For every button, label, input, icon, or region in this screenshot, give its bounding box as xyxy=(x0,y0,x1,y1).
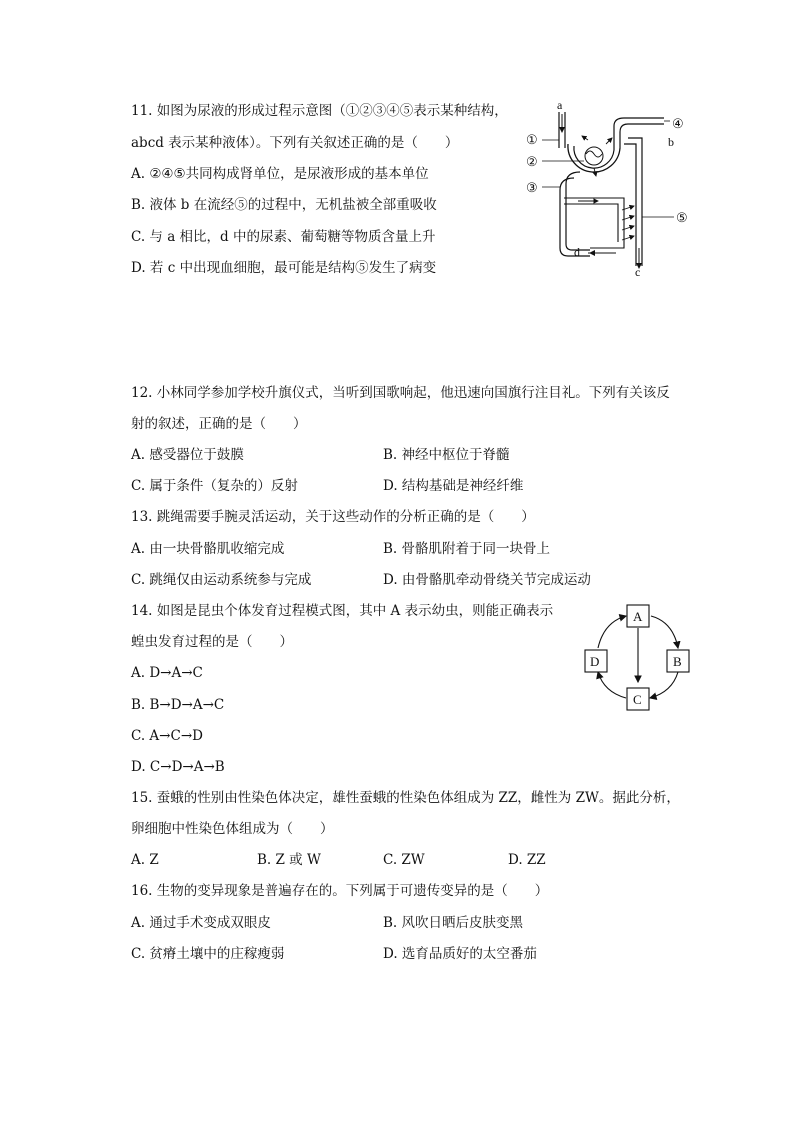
nephron-label-3: ③ xyxy=(526,180,538,195)
q12-stem-line2: 射的叙述，正确的是（ ） xyxy=(131,416,307,432)
q11-option-a[interactable]: A. ②④⑤共同构成肾单位，是尿液形成的基本单位 xyxy=(131,166,429,182)
q15-option-d[interactable]: D. ZZ xyxy=(508,852,546,868)
cycle-node-a: A xyxy=(633,609,643,624)
cycle-node-d: D xyxy=(590,654,600,669)
nephron-label-d: d xyxy=(574,245,580,259)
q16-option-c[interactable]: C. 贫瘠土壤中的庄稼瘦弱 xyxy=(131,946,285,962)
q16-option-a[interactable]: A. 通过手术变成双眼皮 xyxy=(131,915,271,931)
q13-option-d[interactable]: D. 由骨骼肌牵动骨绕关节完成运动 xyxy=(383,572,591,588)
q14-stem-line1: 14. 如图是昆虫个体发育过程模式图，其中 A 表示幼虫，则能正确表示 xyxy=(131,603,554,619)
q12-option-b[interactable]: B. 神经中枢位于脊髓 xyxy=(383,447,510,463)
q16-stem-line1: 16. 生物的变异现象是普遍存在的。下列属于可遗传变异的是（ ） xyxy=(131,883,549,899)
q15-option-a[interactable]: A. Z xyxy=(131,852,159,868)
nephron-label-a: a xyxy=(557,98,563,112)
q12-option-d[interactable]: D. 结构基础是神经纤维 xyxy=(383,478,524,494)
insect-cycle-diagram xyxy=(578,600,698,716)
q11-stem-line2: abcd 表示某种液体）。下列有关叙述正确的是（ ） xyxy=(131,135,459,151)
q13-option-b[interactable]: B. 骨骼肌附着于同一块骨上 xyxy=(383,541,551,557)
q14-option-b[interactable]: B. B→D→A→C xyxy=(131,697,225,713)
q13-option-a[interactable]: A. 由一块骨骼肌收缩完成 xyxy=(131,541,285,557)
nephron-label-2: ② xyxy=(526,154,538,169)
cycle-node-b: B xyxy=(673,654,682,669)
q12-stem-line1: 12. 小林同学参加学校升旗仪式，当听到国歌响起，他迅速向国旗行注目礼。下列有关该反 xyxy=(131,385,670,401)
q14-stem-line2: 蝗虫发育过程的是（ ） xyxy=(131,634,293,650)
cycle-node-c: C xyxy=(633,692,642,707)
q11-option-b[interactable]: B. 液体 b 在流经⑤的过程中，无机盐被全部重吸收 xyxy=(131,197,437,213)
nephron-label-4: ④ xyxy=(672,116,684,131)
q15-stem-line2: 卵细胞中性染色体组成为（ ） xyxy=(131,821,334,837)
q15-stem-line1: 15. 蚕蛾的性别由性染色体决定，雄性蚕蛾的性染色体组成为 ZZ，雌性为 ZW。据此分析， xyxy=(131,790,680,806)
q11-option-c[interactable]: C. 与 a 相比，d 中的尿素、葡萄糖等物质含量上升 xyxy=(131,229,436,245)
q14-option-a[interactable]: A. D→A→C xyxy=(131,665,203,681)
q16-option-d[interactable]: D. 选育品质好的太空番茄 xyxy=(383,946,537,962)
q11-stem-line1: 11. 如图为尿液的形成过程示意图（①②③④⑤表示某种结构， xyxy=(131,103,508,119)
q15-option-c[interactable]: C. ZW xyxy=(383,852,425,868)
q16-option-b[interactable]: B. 风吹日晒后皮肤变黑 xyxy=(383,915,524,931)
q14-option-c[interactable]: C. A→C→D xyxy=(131,728,203,744)
nephron-label-c: c xyxy=(635,265,641,278)
q12-option-c[interactable]: C. 属于条件（复杂的）反射 xyxy=(131,478,298,494)
q14-option-d[interactable]: D. C→D→A→B xyxy=(131,759,225,775)
nephron-label-1: ① xyxy=(526,132,538,147)
q13-stem-line1: 13. 跳绳需要手腕灵活运动，关于这些动作的分析正确的是（ ） xyxy=(131,509,535,525)
q12-option-a[interactable]: A. 感受器位于鼓膜 xyxy=(131,447,244,463)
q13-option-c[interactable]: C. 跳绳仅由运动系统参与完成 xyxy=(131,572,312,588)
nephron-diagram xyxy=(524,98,700,278)
nephron-label-b: b xyxy=(668,135,674,149)
nephron-label-5: ⑤ xyxy=(676,210,688,225)
q15-option-b[interactable]: B. Z 或 W xyxy=(257,852,321,868)
q11-option-d[interactable]: D. 若 c 中出现血细胞，最可能是结构⑤发生了病变 xyxy=(131,260,437,276)
